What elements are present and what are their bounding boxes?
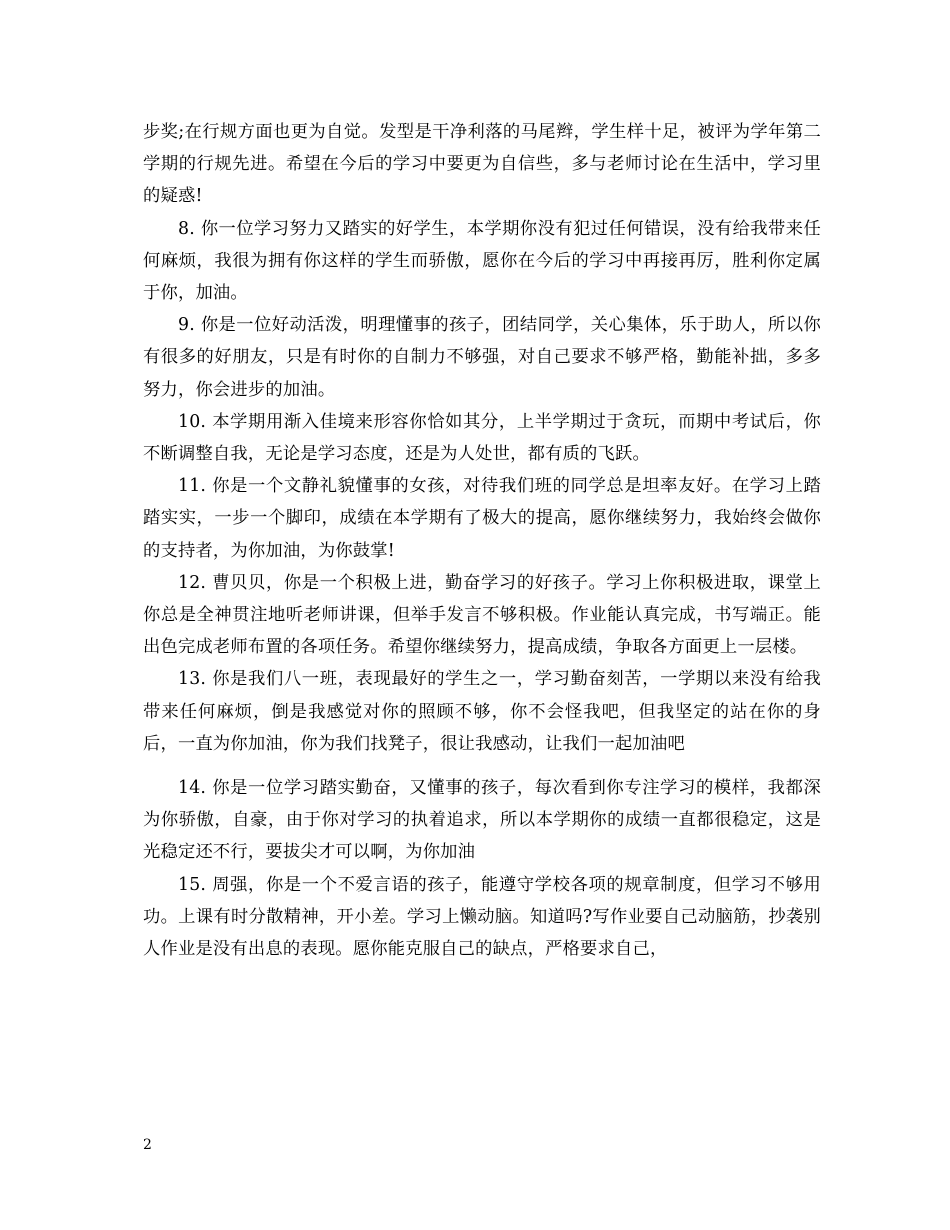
paragraph-comment-15: 15. 周强，你是一个不爱言语的孩子，能遵守学校各项的规章制度，但学习不够用功。上课有时分散精神，开小差。学习上懒动脑。知道吗?写作业要自己动脑筋，抄袭别人作业是没有出息的表现。愿你能克服自己的缺点，严格要求自己， (143, 874, 821, 960)
paragraph-comment-10: 10. 本学期用渐入佳境来形容你恰如其分，上半学期过于贪玩，而期中考试后，你不断调整自我，无论是学习态度，还是为人处世，都有质的飞跃。 (143, 411, 821, 465)
page-number: 2 (143, 1137, 152, 1153)
paragraph-comment-14: 14. 你是一位学习踏实勤奋，又懂事的孩子，每次看到你专注学习的模样，我都深为你骄傲，自豪，由于你对学习的执着追求，所以本学期你的成绩一直都很稳定，这是光稳定还不行，要拔尖才可以啊，为你加油 (143, 778, 821, 863)
paragraph-comment-13: 13. 你是我们八一班，表现最好的学生之一，学习勤奋刻苦，一学期以来没有给我带来任何麻烦，倒是我感觉对你的照顾不够，你不会怪我吧，但我坚定的站在你的身后，一直为你加油，你为我们找凳子，很让我感动，让我们一起加油吧 (143, 669, 821, 754)
paragraph-comment-8: 8. 你一位学习努力又踏实的好学生，本学期你没有犯过任何错误，没有给我带来任何麻烦，我很为拥有你这样的学生而骄傲，愿你在今后的学习中再接再厉，胜利你定属于你，加油。 (143, 218, 821, 304)
paragraph-comment-12: 12. 曹贝贝，你是一个积极上进，勤奋学习的好孩子。学习上你积极进取，课堂上你总是全神贯注地听老师讲课，但举手发言不够积极。作业能认真完成，书写端正。能出色完成老师布置的各项任务。希望你继续努力，提高成绩，争取各方面更上一层楼。 (143, 572, 821, 658)
paragraph-comment-11: 11. 你是一个文静礼貌懂事的女孩，对待我们班的同学总是坦率友好。在学习上踏踏实实，一步一个脚印，成绩在本学期有了极大的提高，愿你继续努力，我始终会做你的支持者，为你加油，为你鼓掌! (143, 476, 821, 561)
paragraph-continuation: 步奖;在行规方面也更为自觉。发型是干净利落的马尾辫，学生样十足，被评为学年第二学期的行规先进。希望在今后的学习中要更为自信些，多与老师讨论在生活中，学习里的疑惑! (143, 122, 821, 207)
document-body (143, 116, 821, 965)
paragraph-comment-9: 9. 你是一位好动活泼，明理懂事的孩子，团结同学，关心集体，乐于助人，所以你有很多的好朋友，只是有时你的自制力不够强，对自己要求不够严格，勤能补拙，多多努力，你会进步的加油。 (143, 315, 821, 400)
